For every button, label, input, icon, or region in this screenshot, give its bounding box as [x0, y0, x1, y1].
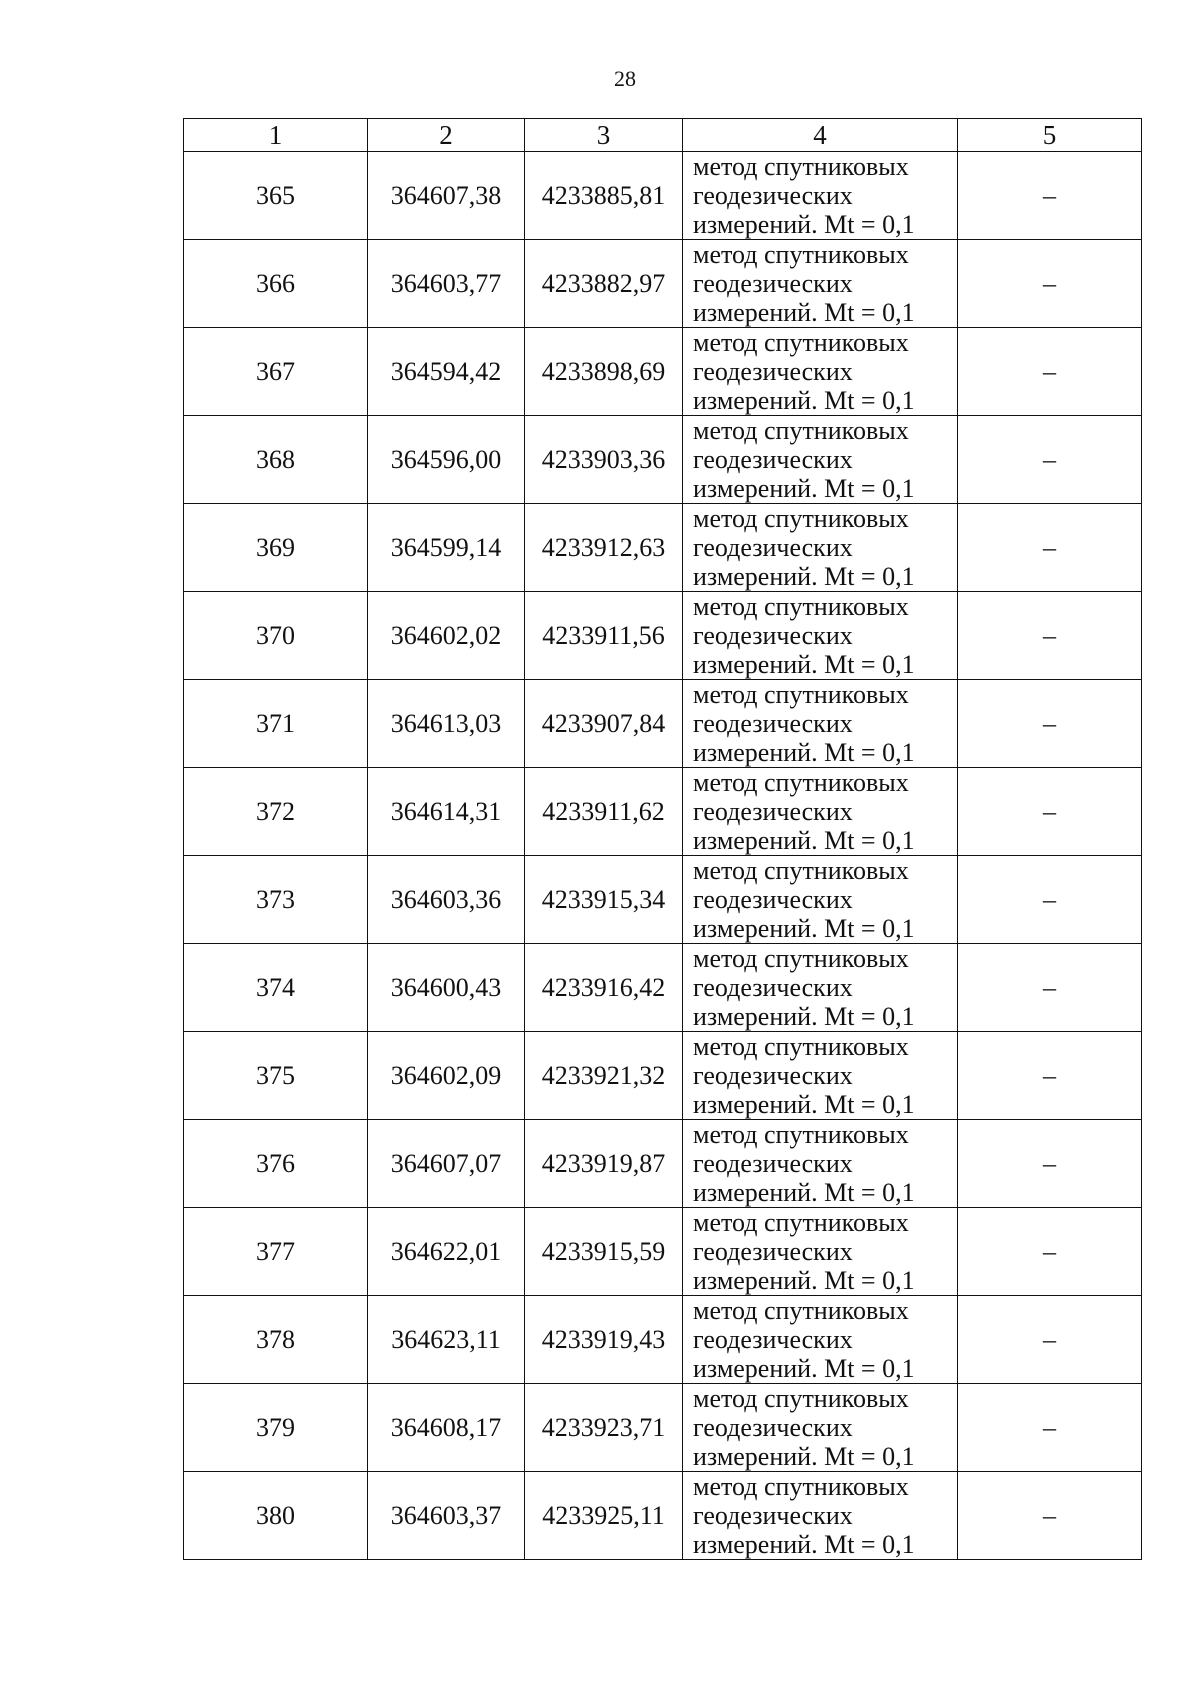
method-cell: [683, 1120, 958, 1208]
method-text-line: измерений. Mt = 0,1: [693, 298, 915, 327]
method-text-line: измерений. Mt = 0,1: [693, 914, 915, 943]
page-number: 28: [614, 66, 636, 91]
table-row: [184, 856, 1142, 944]
y-coordinate-cell: 4233907,84: [525, 680, 683, 768]
note-cell: –: [958, 152, 1142, 240]
point-number-cell: 365: [184, 152, 368, 240]
x-coordinate-cell: 364603,77: [368, 240, 525, 328]
point-number-cell: 377: [184, 1208, 368, 1296]
x-coordinate-cell: 364607,38: [368, 152, 525, 240]
y-coordinate-cell: 4233919,87: [525, 1120, 683, 1208]
note-cell: –: [958, 1384, 1142, 1472]
method-text-line: измерений. Mt = 0,1: [693, 1442, 915, 1471]
method-text-line: метод спутниковых: [693, 240, 909, 269]
point-number-cell: 371: [184, 680, 368, 768]
x-coordinate-cell: 364599,14: [368, 504, 525, 592]
y-coordinate-cell: 4233921,32: [525, 1032, 683, 1120]
table-row: [184, 1120, 1142, 1208]
method-text-line: геодезических: [693, 797, 853, 826]
table-row: [184, 240, 1142, 328]
method-text-line: измерений. Mt = 0,1: [693, 210, 915, 239]
method-cell: [683, 768, 958, 856]
note-cell: –: [958, 240, 1142, 328]
point-number-cell: 375: [184, 1032, 368, 1120]
y-coordinate-cell: 4233925,11: [525, 1472, 683, 1560]
method-cell: [683, 1032, 958, 1120]
method-text-line: метод спутниковых: [693, 768, 909, 797]
method-text-line: геодезических: [693, 1413, 853, 1442]
x-coordinate-cell: 364607,07: [368, 1120, 525, 1208]
table-row: [184, 1472, 1142, 1560]
x-coordinate-cell: 364603,37: [368, 1472, 525, 1560]
method-cell: [683, 1296, 958, 1384]
table-row: [184, 1208, 1142, 1296]
x-coordinate-cell: 364623,11: [368, 1296, 525, 1384]
method-text-line: измерений. Mt = 0,1: [693, 1530, 915, 1559]
method-cell: [683, 152, 958, 240]
x-coordinate-cell: 364603,36: [368, 856, 525, 944]
method-text-line: геодезических: [693, 709, 853, 738]
point-number-cell: 370: [184, 592, 368, 680]
method-cell: [683, 592, 958, 680]
x-coordinate-cell: 364596,00: [368, 416, 525, 504]
x-coordinate-cell: 364594,42: [368, 328, 525, 416]
y-coordinate-cell: 4233915,59: [525, 1208, 683, 1296]
method-text-line: геодезических: [693, 1237, 853, 1266]
note-cell: –: [958, 768, 1142, 856]
method-text-line: геодезических: [693, 357, 853, 386]
note-cell: –: [958, 416, 1142, 504]
method-text-line: измерений. Mt = 0,1: [693, 386, 915, 415]
y-coordinate-cell: 4233923,71: [525, 1384, 683, 1472]
method-text-line: метод спутниковых: [693, 416, 909, 445]
point-number-cell: 369: [184, 504, 368, 592]
note-cell: –: [958, 1208, 1142, 1296]
note-cell: –: [958, 856, 1142, 944]
y-coordinate-cell: 4233911,56: [525, 592, 683, 680]
method-text-line: измерений. Mt = 0,1: [693, 562, 915, 591]
table-body: [184, 152, 1142, 1560]
method-text-line: метод спутниковых: [693, 1296, 909, 1325]
point-number-cell: 376: [184, 1120, 368, 1208]
note-cell: –: [958, 592, 1142, 680]
note-cell: –: [958, 1472, 1142, 1560]
note-cell: –: [958, 1120, 1142, 1208]
method-text-line: метод спутниковых: [693, 856, 909, 885]
method-text-line: измерений. Mt = 0,1: [693, 650, 915, 679]
method-text-line: метод спутниковых: [693, 152, 909, 181]
method-text-line: геодезических: [693, 973, 853, 1002]
y-coordinate-cell: 4233915,34: [525, 856, 683, 944]
method-cell: [683, 680, 958, 768]
note-cell: –: [958, 328, 1142, 416]
method-text-line: метод спутниковых: [693, 944, 909, 973]
method-cell: [683, 328, 958, 416]
x-coordinate-cell: 364613,03: [368, 680, 525, 768]
table-row: [184, 1032, 1142, 1120]
method-text-line: геодезических: [693, 621, 853, 650]
method-text-line: измерений. Mt = 0,1: [693, 826, 915, 855]
method-text-line: геодезических: [693, 445, 853, 474]
method-cell: [683, 504, 958, 592]
method-text-line: метод спутниковых: [693, 1208, 909, 1237]
note-cell: –: [958, 504, 1142, 592]
y-coordinate-cell: 4233885,81: [525, 152, 683, 240]
method-text-line: измерений. Mt = 0,1: [693, 1002, 915, 1031]
method-text-line: метод спутниковых: [693, 1032, 909, 1061]
y-coordinate-cell: 4233903,36: [525, 416, 683, 504]
method-text-line: метод спутниковых: [693, 680, 909, 709]
method-text-line: геодезических: [693, 181, 853, 210]
point-number-cell: 378: [184, 1296, 368, 1384]
column-header: 5: [958, 119, 1142, 152]
note-cell: –: [958, 680, 1142, 768]
y-coordinate-cell: 4233912,63: [525, 504, 683, 592]
method-text-line: измерений. Mt = 0,1: [693, 474, 915, 503]
x-coordinate-cell: 364602,09: [368, 1032, 525, 1120]
x-coordinate-cell: 364622,01: [368, 1208, 525, 1296]
y-coordinate-cell: 4233911,62: [525, 768, 683, 856]
method-cell: [683, 1472, 958, 1560]
note-cell: –: [958, 944, 1142, 1032]
method-cell: [683, 1384, 958, 1472]
method-text-line: измерений. Mt = 0,1: [693, 1178, 915, 1207]
table-row: [184, 328, 1142, 416]
method-text-line: измерений. Mt = 0,1: [693, 1090, 915, 1119]
method-text-line: метод спутниковых: [693, 1120, 909, 1149]
table-header-row: [184, 119, 1142, 152]
method-text-line: геодезических: [693, 885, 853, 914]
point-number-cell: 367: [184, 328, 368, 416]
point-number-cell: 380: [184, 1472, 368, 1560]
method-text-line: метод спутниковых: [693, 328, 909, 357]
method-text-line: метод спутниковых: [693, 504, 909, 533]
note-cell: –: [958, 1032, 1142, 1120]
method-text-line: геодезических: [693, 1149, 853, 1178]
table-row: [184, 768, 1142, 856]
y-coordinate-cell: 4233898,69: [525, 328, 683, 416]
method-text-line: геодезических: [693, 1061, 853, 1090]
column-header: 4: [683, 119, 958, 152]
method-text-line: метод спутниковых: [693, 1472, 909, 1501]
method-text-line: геодезических: [693, 1325, 853, 1354]
y-coordinate-cell: 4233882,97: [525, 240, 683, 328]
x-coordinate-cell: 364600,43: [368, 944, 525, 1032]
point-number-cell: 374: [184, 944, 368, 1032]
point-number-cell: 368: [184, 416, 368, 504]
method-text-line: метод спутниковых: [693, 1384, 909, 1413]
coordinates-table: [183, 118, 1142, 1560]
method-text-line: геодезических: [693, 533, 853, 562]
table-row: [184, 1384, 1142, 1472]
table-row: [184, 944, 1142, 1032]
y-coordinate-cell: 4233919,43: [525, 1296, 683, 1384]
y-coordinate-cell: 4233916,42: [525, 944, 683, 1032]
x-coordinate-cell: 364602,02: [368, 592, 525, 680]
method-text-line: метод спутниковых: [693, 592, 909, 621]
table-row: [184, 1296, 1142, 1384]
x-coordinate-cell: 364608,17: [368, 1384, 525, 1472]
method-cell: [683, 1208, 958, 1296]
point-number-cell: 373: [184, 856, 368, 944]
table-row: [184, 680, 1142, 768]
method-text-line: измерений. Mt = 0,1: [693, 1354, 915, 1383]
method-cell: [683, 240, 958, 328]
point-number-cell: 372: [184, 768, 368, 856]
column-header: 3: [525, 119, 683, 152]
table-row: [184, 504, 1142, 592]
column-header: 1: [184, 119, 368, 152]
method-text-line: измерений. Mt = 0,1: [693, 738, 915, 767]
point-number-cell: 379: [184, 1384, 368, 1472]
method-cell: [683, 856, 958, 944]
method-text-line: геодезических: [693, 269, 853, 298]
method-text-line: геодезических: [693, 1501, 853, 1530]
column-header: 2: [368, 119, 525, 152]
table-row: [184, 592, 1142, 680]
method-cell: [683, 944, 958, 1032]
method-text-line: измерений. Mt = 0,1: [693, 1266, 915, 1295]
table-row: [184, 152, 1142, 240]
point-number-cell: 366: [184, 240, 368, 328]
method-cell: [683, 416, 958, 504]
table-row: [184, 416, 1142, 504]
note-cell: –: [958, 1296, 1142, 1384]
x-coordinate-cell: 364614,31: [368, 768, 525, 856]
